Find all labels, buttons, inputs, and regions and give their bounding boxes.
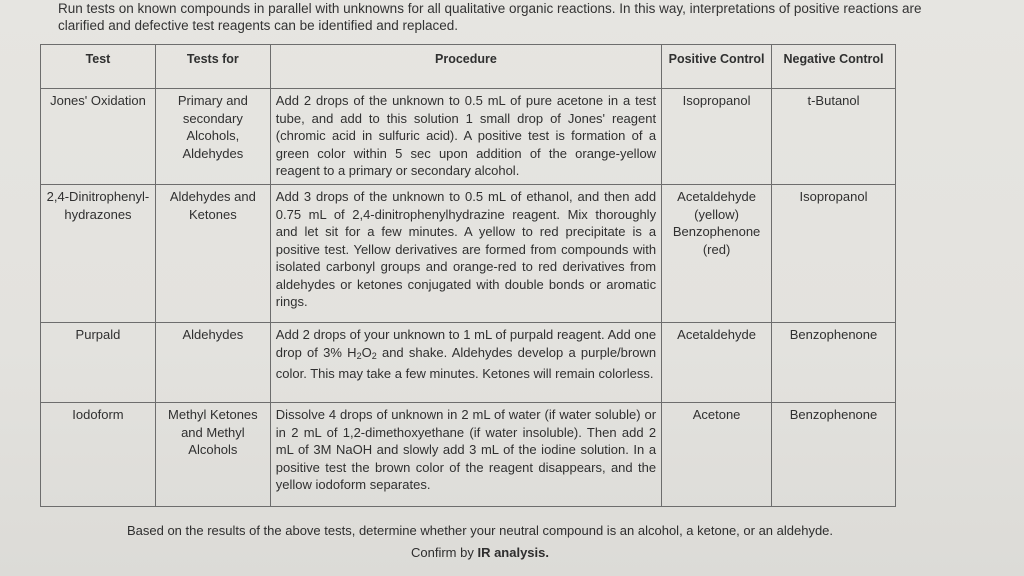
intro-paragraph: Run tests on known compounds in parallel with unknowns for all qualitative organic reactions. In this way, interpretations of positive reactions are clarified and defective test reagents can be identified and replaced. [58,1,922,33]
cell-procedure: Add 2 drops of the unknown to 0.5 mL of pure acetone in a test tube, and add to this solution 1 small drop of Jones' reagent (chromic acid in sulfuric acid). A positive test is formation of a green color within 5 sec upon addition of the orange-yellow reagent to a primary or secondary alcohol. [270,89,661,185]
cell-test: Jones' Oxidation [41,89,156,185]
footer-line-2-prefix: Confirm by [410,545,478,560]
cell-positive-control: Acetaldehyde (yellow) Benzophenone (red) [662,185,772,323]
cell-tests-for: Primary and secondary Alcohols, Aldehydes [155,89,270,185]
cell-tests-for: Aldehydes and Ketones [155,185,270,323]
qualitative-tests-table [40,44,896,507]
cell-test: Iodoform [41,403,156,507]
cell-positive-control: Isopropanol [662,89,772,185]
procedure-text-end: and shake. Aldehydes develop a purple/brown color. This may take a few minutes. Ketones will remain colorless. [275,344,657,381]
header-test: Test [41,45,156,89]
footer-instructions [60,520,900,564]
footer-line-2 [60,542,900,564]
cell-positive-control: Acetone [662,403,772,507]
table-row [41,89,896,185]
procedure-text-mid: O [361,344,372,360]
subscript-2: 2 [371,350,377,361]
table-row [41,185,896,323]
footer-line-2-bold: IR analysis. [477,545,549,560]
header-negative-control: Negative Control [772,45,896,89]
subscript-2: 2 [356,350,362,361]
cell-negative-control: Benzophenone [772,323,896,403]
cell-negative-control: t-Butanol [772,89,896,185]
cell-tests-for: Aldehydes [155,323,270,403]
header-positive-control: Positive Control [662,45,772,89]
cell-negative-control: Isopropanol [772,185,896,323]
cell-tests-for: Methyl Ketones and Methyl Alcohols [155,403,270,507]
table-row [41,403,896,507]
cell-procedure: Add 3 drops of the unknown to 0.5 mL of ethanol, and then add 0.75 mL of 2,4-dinitrophenylhydrazine reagent. Mix thoroughly and let sit for a few minutes. A yellow to red precipitate is a positive test. Yellow derivatives are formed from compounds with isolated carbonyl groups and orange-red to red derivatives from aldehydes or ketones conjugated with double bonds or aromatic rings. [270,185,661,323]
cell-test: Purpald [41,323,156,403]
table-row [41,323,896,403]
cell-test: 2,4-Dinitrophenyl-hydrazones [41,185,156,323]
header-procedure: Procedure [270,45,661,89]
table-header-row [41,45,896,89]
cell-procedure: Dissolve 4 drops of unknown in 2 mL of water (if water soluble) or in 2 mL of 1,2-dimethoxyethane (if water insoluble). Then add 2 mL of 3M NaOH and slowly add 3 mL of the iodine solution. In a positive test the brown color of the reagent disappears, and the yellow iodoform separates. [270,403,661,507]
procedure-text-start: Add 2 drops of your unknown to 1 mL of purpald reagent. Add one drop of 3% H [275,327,657,360]
cell-positive-control: Acetaldehyde [662,323,772,403]
footer-line-1: Based on the results of the above tests, determine whether your neutral compound is an alcohol, a ketone, or an aldehyde. [126,523,834,538]
cell-negative-control: Benzophenone [772,403,896,507]
header-tests-for: Tests for [155,45,270,89]
cell-procedure [270,323,661,403]
